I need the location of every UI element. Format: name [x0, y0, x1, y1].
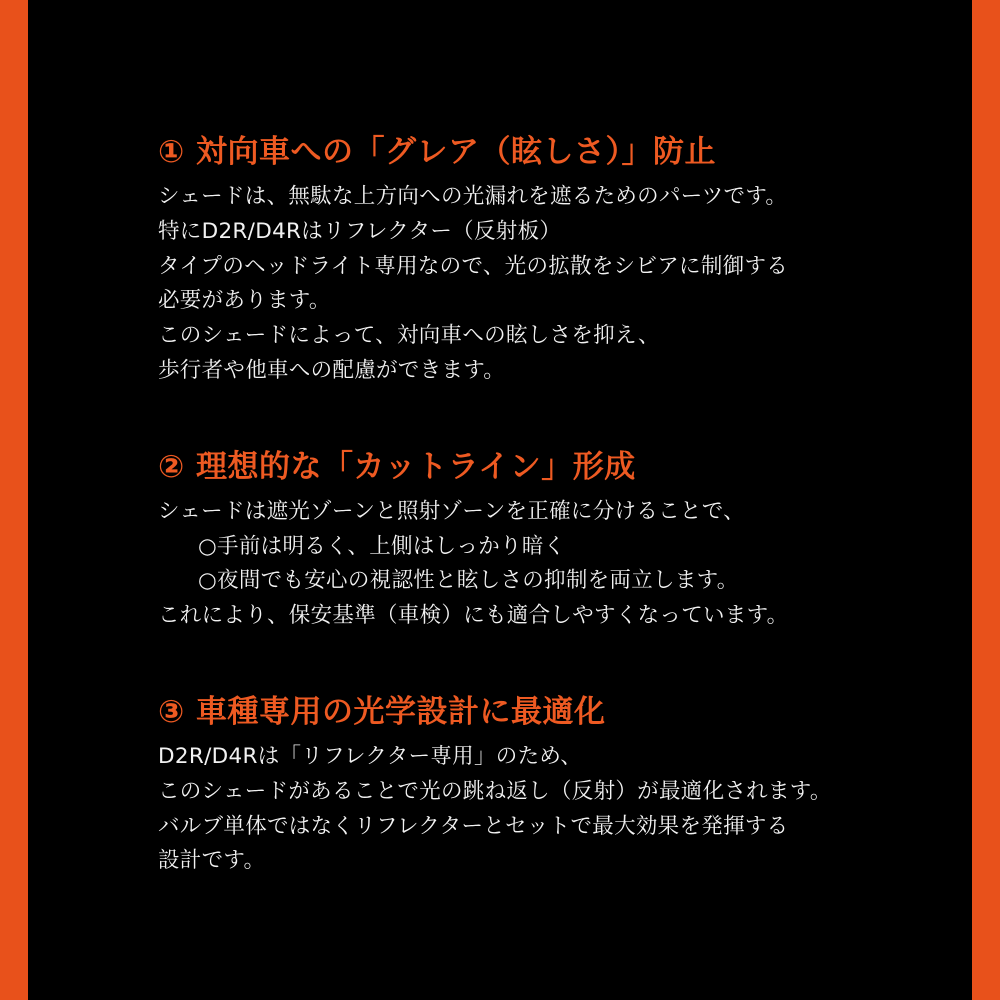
section-2-line-2: ○手前は明るく、上側はしっかり暗く: [198, 533, 566, 559]
feature-section-1: [158, 132, 948, 389]
section-2-line-1: シェードは遮光ゾーンと照射ゾーンを正確に分けることで、: [158, 498, 745, 524]
content-panel: [28, 0, 972, 1000]
section-1-line-2: 特にD2R/D4Rはリフレクター（反射板）: [158, 218, 562, 244]
section-3-line-1: D2R/D4Rは「リフレクター専用」のため、: [158, 744, 583, 769]
section-2-line-4: これにより、保安基準（車検）にも適合しやすくなっています。: [158, 603, 789, 629]
feature-section-3: [158, 692, 948, 879]
section-heading-2: ② 理想的な「カットライン」形成: [158, 448, 636, 485]
section-1-line-4: 必要があります。: [158, 288, 331, 314]
section-2-line-3: ○夜間でも安心の視認性と眩しさの抑制を両立します。: [198, 568, 739, 594]
section-3-line-2: このシェードがあることで光の跳ね返し（反射）が最適化されます。: [158, 778, 832, 804]
section-1-line-1: シェードは、無駄な上方向への光漏れを遮るためのパーツです。: [158, 183, 788, 209]
section-1-line-3: タイプのヘッドライト専用なので、光の拡散をシビアに制御する: [158, 253, 789, 279]
section-1-line-5: このシェードによって、対向車への眩しさを抑え、: [158, 323, 660, 349]
feature-section-2: [158, 447, 948, 634]
section-heading-1: ① 対向車への「グレア（眩しさ）」防止: [158, 134, 717, 170]
feature-list: [158, 132, 948, 879]
section-3-line-4: 設計です。: [158, 848, 266, 874]
section-1-line-6: 歩行者や他車への配慮ができます。: [158, 358, 506, 384]
section-3-line-3: バルブ単体ではなくリフレクターとセットで最大効果を発揮する: [158, 813, 789, 839]
section-heading-3: ③ 車種専用の光学設計に最適化: [158, 694, 606, 731]
